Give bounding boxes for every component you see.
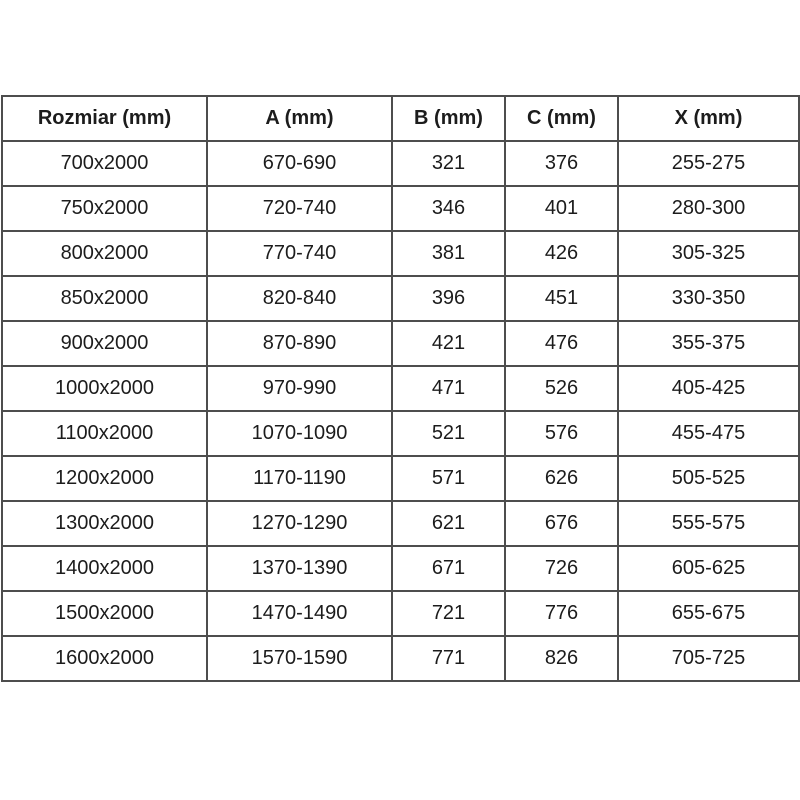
table-row: [2, 231, 799, 276]
table-cell: 626: [505, 456, 618, 501]
table-cell: 1270-1290: [207, 501, 392, 546]
table-cell: 576: [505, 411, 618, 456]
table-cell: 571: [392, 456, 505, 501]
table-row: [2, 366, 799, 411]
table-cell: 1170-1190: [207, 456, 392, 501]
table-cell: 505-525: [618, 456, 799, 501]
table-cell: 455-475: [618, 411, 799, 456]
table-cell: 280-300: [618, 186, 799, 231]
table-cell: 426: [505, 231, 618, 276]
table-cell: 1500x2000: [2, 591, 207, 636]
table-cell: 826: [505, 636, 618, 681]
table-cell: 255-275: [618, 141, 799, 186]
table-cell: 1070-1090: [207, 411, 392, 456]
table-cell: 605-625: [618, 546, 799, 591]
table-row: [2, 321, 799, 366]
table-cell: 700x2000: [2, 141, 207, 186]
table-cell: 771: [392, 636, 505, 681]
table-cell: 900x2000: [2, 321, 207, 366]
table-cell: 721: [392, 591, 505, 636]
table-cell: 1400x2000: [2, 546, 207, 591]
table-cell: 521: [392, 411, 505, 456]
table-row: [2, 276, 799, 321]
table-cell: 1570-1590: [207, 636, 392, 681]
table-body: [2, 141, 799, 681]
table-header: [2, 96, 799, 141]
table-row: [2, 411, 799, 456]
table-cell: 1470-1490: [207, 591, 392, 636]
table-cell: 355-375: [618, 321, 799, 366]
size-table: [1, 95, 800, 682]
table-cell: 305-325: [618, 231, 799, 276]
column-header-a: A (mm): [207, 96, 392, 141]
table-cell: 405-425: [618, 366, 799, 411]
table-header-row: [2, 96, 799, 141]
table-cell: 1100x2000: [2, 411, 207, 456]
column-header-rozmiar: Rozmiar (mm): [2, 96, 207, 141]
table-cell: 376: [505, 141, 618, 186]
table-cell: 621: [392, 501, 505, 546]
table-cell: 330-350: [618, 276, 799, 321]
table-row: [2, 141, 799, 186]
table-cell: 321: [392, 141, 505, 186]
table-row: [2, 186, 799, 231]
table-cell: 451: [505, 276, 618, 321]
column-header-x: X (mm): [618, 96, 799, 141]
column-header-b: B (mm): [392, 96, 505, 141]
table-row: [2, 546, 799, 591]
table-cell: 720-740: [207, 186, 392, 231]
table-cell: 1600x2000: [2, 636, 207, 681]
table-cell: 476: [505, 321, 618, 366]
table-cell: 776: [505, 591, 618, 636]
table-cell: 770-740: [207, 231, 392, 276]
table-cell: 820-840: [207, 276, 392, 321]
table-cell: 750x2000: [2, 186, 207, 231]
table-cell: 471: [392, 366, 505, 411]
table-cell: 671: [392, 546, 505, 591]
table-row: [2, 591, 799, 636]
table-cell: 555-575: [618, 501, 799, 546]
table-row: [2, 501, 799, 546]
table-cell: 1300x2000: [2, 501, 207, 546]
table-cell: 726: [505, 546, 618, 591]
table-cell: 870-890: [207, 321, 392, 366]
table-cell: 800x2000: [2, 231, 207, 276]
table-cell: 1370-1390: [207, 546, 392, 591]
table-cell: 401: [505, 186, 618, 231]
table-cell: 705-725: [618, 636, 799, 681]
table-cell: 396: [392, 276, 505, 321]
table-cell: 346: [392, 186, 505, 231]
table-cell: 1000x2000: [2, 366, 207, 411]
table-row: [2, 456, 799, 501]
table-cell: 970-990: [207, 366, 392, 411]
table-row: [2, 636, 799, 681]
table-cell: 1200x2000: [2, 456, 207, 501]
table-cell: 850x2000: [2, 276, 207, 321]
column-header-c: C (mm): [505, 96, 618, 141]
table-cell: 381: [392, 231, 505, 276]
table-cell: 670-690: [207, 141, 392, 186]
table-cell: 655-675: [618, 591, 799, 636]
table-cell: 676: [505, 501, 618, 546]
table-cell: 526: [505, 366, 618, 411]
table-cell: 421: [392, 321, 505, 366]
